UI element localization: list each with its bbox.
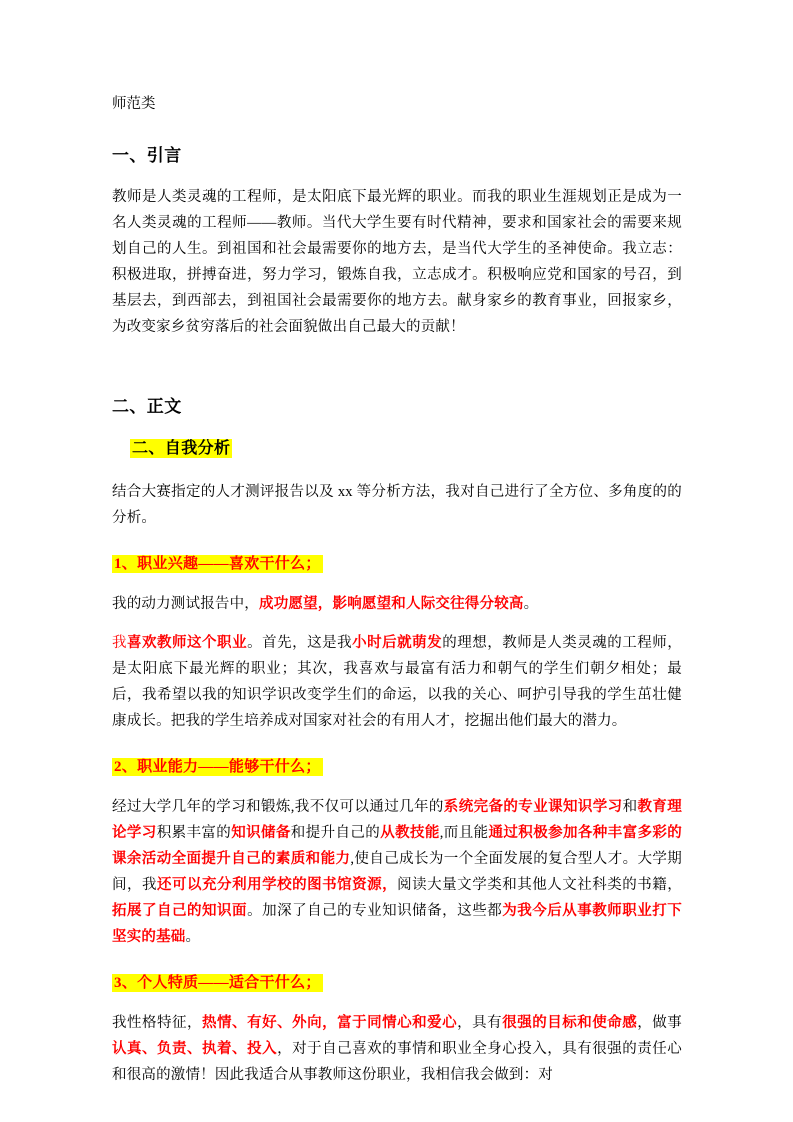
text-run: 。: [185, 929, 201, 945]
heading-main-text: 二、正文: [112, 397, 182, 416]
paragraph-self-analysis-intro: 结合大赛指定的人才测评报告以及 xx 等分析方法，我对自己进行了全方位、多角度的的分析。: [112, 484, 682, 526]
text-run: 阅读大量文学类和其他人文社科类的书籍，: [397, 877, 682, 893]
paragraph-introduction: 教师是人类灵魂的工程师，是太阳底下最光辉的职业。而我的职业生涯规划正是成为一名人类灵魂的工程师——教师。当代大学生要有时代精神，要求和国家社会的需要来规划自己的人生。到祖国和社会最需要你的地方去，是当代大学生的圣神使命。我立志：积极进取，拼搏奋进，努力学习，锻炼自我，立志成才。积极响应党和国家的号召，到基层去，到西部去，到祖国社会最需要你的地方去。献身家乡的教育事业，回报家乡，为改变家乡贫穷落后的社会面貌做出自己最大的贡献！: [112, 189, 682, 335]
spacer: [112, 353, 682, 387]
text-run: 认真、负责、执着、投入: [112, 1041, 278, 1057]
item-title-wrap-3: [112, 970, 682, 996]
text-run: ,使自己成长为一个全面发展的复合型人才。大学期间，我: [112, 851, 682, 893]
heading-introduction: 一、引言: [112, 146, 182, 165]
text-run: 。首先，这是我: [247, 635, 353, 651]
item-1-paragraph-1: [112, 591, 682, 617]
item-title-wrap-1: [112, 551, 682, 577]
text-run: 我性格特征，: [112, 1015, 203, 1031]
item-2-paragraph-1: [112, 794, 682, 950]
text-run: 和: [622, 799, 638, 815]
text-run: ,而且能: [439, 825, 489, 841]
item-title-personal-traits: 3、个人特质——适合干什么；: [114, 975, 321, 991]
subheading-self-analysis: 二、自我分析: [132, 440, 231, 457]
text-run: 系统完备的专业课知识学习: [443, 799, 623, 815]
text-run: 通过积极参加各种丰富多彩的课余活动全面提升自己的素质和能力: [112, 825, 682, 867]
text-run: 喜欢教师这个职业: [127, 635, 248, 651]
header-line: 师范类: [112, 96, 156, 112]
text-run: 拓展了自己的知识面: [112, 903, 248, 919]
text-run: 很强的目标和使命感: [502, 1015, 638, 1031]
text-run: 还可以充分利用学校的图书馆资源，: [157, 877, 398, 893]
text-run: 从教技能: [380, 825, 440, 841]
item-1-paragraph-2: [112, 630, 682, 734]
item-3-paragraph-1: [112, 1010, 682, 1088]
text-run: 积累丰富的: [156, 825, 232, 841]
text-run: 成功愿望，影响愿望和人际交往得分较高: [259, 596, 524, 612]
item-title-career-ability: 2、职业能力——能够干什么；: [114, 759, 321, 775]
text-run: 。: [523, 596, 539, 612]
item-title-career-interest: 1、职业兴趣——喜欢干什么；: [114, 556, 321, 572]
text-run: 我的动力测试报告中，: [112, 596, 259, 612]
item-title-wrap-2: [112, 754, 682, 780]
text-run: ，做事: [637, 1015, 682, 1031]
text-run: 经过大学几年的学习和锻炼,我不仅可以通过几年的: [112, 799, 444, 815]
text-run: ，对于自己喜欢的事情和职业全身心投入，具有很强的责任心和很高的激情！因此我适合从事教师这份职业，我相信我会做到：对: [112, 1041, 682, 1083]
text-run: 的理想，教师是人类灵魂的工程师，是太阳底下最光辉的职业；其次，我喜欢与最富有活力和朝气的学生们朝夕相处；最后，我希望以我的知识学识改变学生们的命运，以我的关心、呵护引导我的学生茁壮健康成长。把我的学生培养成对国家对社会的有用人才，挖掘出他们最大的潜力。: [112, 635, 682, 729]
text-run: 和提升自己的: [290, 825, 381, 841]
text-run: 。加深了自己的专业知识储备，这些都: [247, 903, 503, 919]
subheading-self-analysis-wrap: [112, 435, 682, 463]
document-body: [112, 92, 682, 1088]
text-run: 小时后就萌发: [352, 635, 443, 651]
text-run: 为我今后从事教师职业打下坚实的基础: [112, 903, 682, 945]
text-run: 热情、有好、外向，富于同情心和爱心: [202, 1015, 458, 1031]
text-run: 教育理论学习: [112, 799, 682, 841]
text-run: 我: [112, 635, 128, 651]
text-run: 知识储备: [231, 825, 291, 841]
text-run: ，具有: [457, 1015, 503, 1031]
